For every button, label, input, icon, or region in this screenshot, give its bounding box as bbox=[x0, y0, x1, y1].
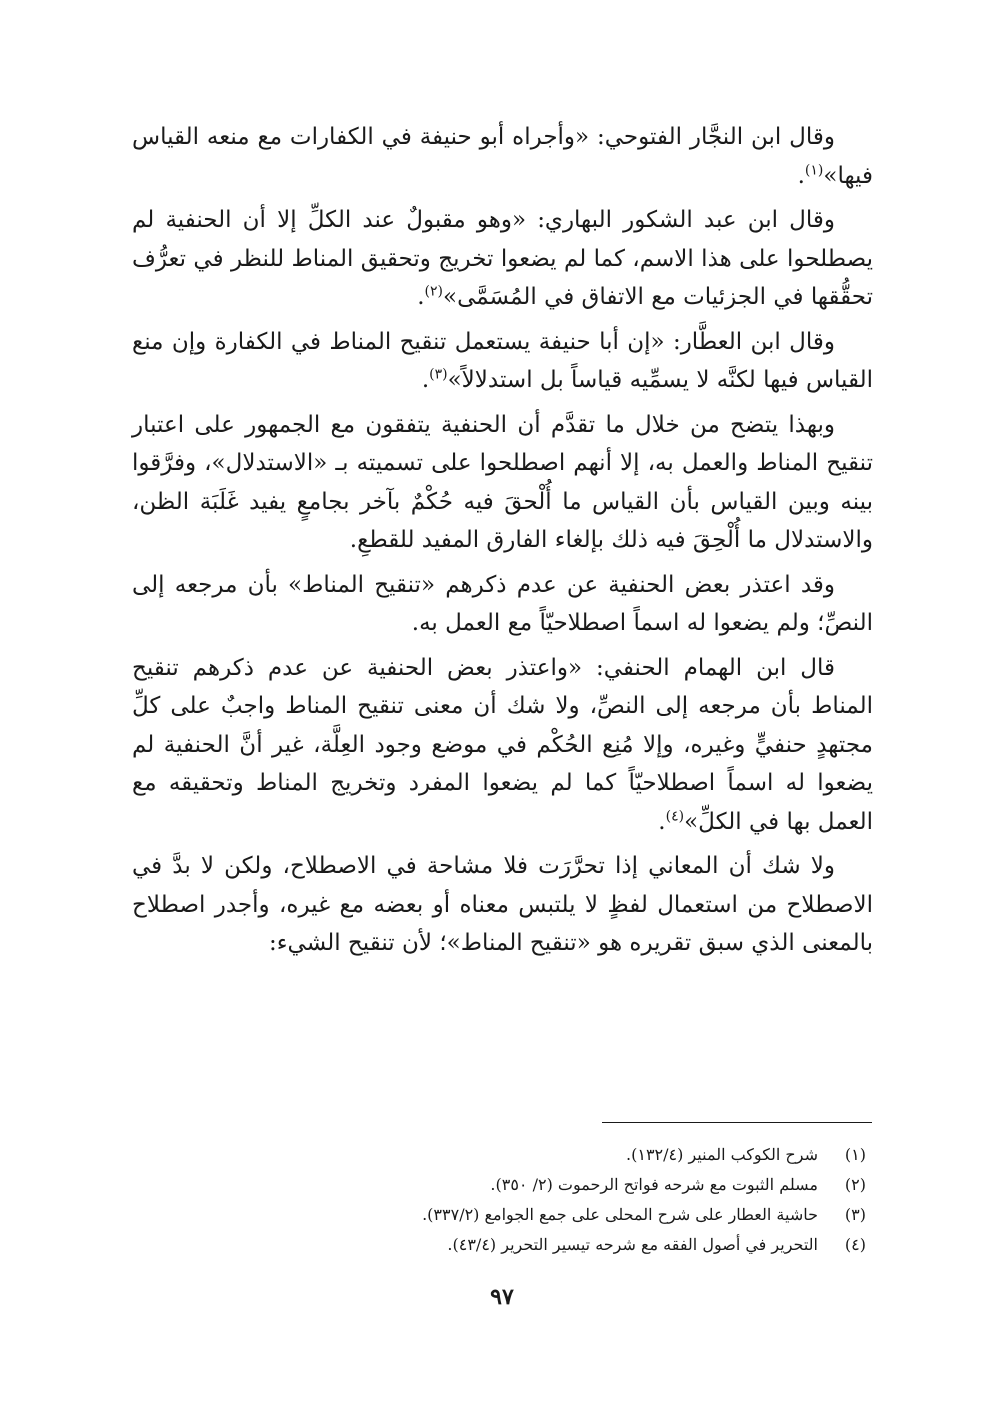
paragraph-3-text: وقال ابن العطَّار: «إن أبا حنيفة يستعمل تنقيح المناط في الكفارة وإن منع القياس فيها لكنَّه لا يسمِّيه قياساً بل استدلالاً» bbox=[132, 328, 873, 393]
paragraph-6 bbox=[132, 649, 873, 842]
paragraph-6-text: قال ابن الهمام الحنفي: «واعتذر بعض الحنفية عن عدم ذكرهم تنقيح المناط بأن مرجعه إلى النصِّ، ولا شك أن معنى تنقيح المناط واجبٌ على كلِّ مجتهدٍ حنفيٍّ وغيره، وإلا مُنِع الحُكْم في موضع وجود العِلَّة، غير أنَّ الحنفية لم يضعوا له اسماً اصطلاحيّاً كما لم يضعوا المفرد وتخريج المناط وتحقيقه مع العمل بها في الكلِّ» bbox=[132, 654, 873, 835]
footnote-4-text: التحرير في أصول الفقه مع شرحه تيسير التحرير (٤٣/٤). bbox=[447, 1235, 818, 1254]
footnote-1 bbox=[131, 1140, 872, 1170]
paragraph-4 bbox=[132, 406, 873, 560]
paragraph-1-text: وقال ابن النجَّار الفتوحي: «وأجراه أبو حنيفة في الكفارات مع منعه القياس فيها» bbox=[132, 124, 873, 189]
paragraph-7-text: ولا شك أن المعاني إذا تحرَّرَت فلا مشاحة في الاصطلاح، ولكن لا بدَّ في الاصطلاح من استعمال لفظٍ لا يلتبس معناه أو بعضه مع غيره، وأجدر اصطلاح بالمعنى الذي سبق تقريره هو «تنقيح المناط»؛ لأن تنقيح الشيء: bbox=[132, 853, 873, 956]
footnote-1-number: (١) bbox=[844, 1145, 866, 1164]
paragraph-5 bbox=[132, 566, 873, 643]
footnote-2-number: (٢) bbox=[844, 1175, 866, 1194]
paragraph-1-tail: . bbox=[797, 162, 805, 189]
footnote-ref-1: (١) bbox=[804, 161, 824, 178]
main-text bbox=[132, 118, 873, 969]
footnote-3 bbox=[131, 1200, 872, 1230]
footnotes-list bbox=[131, 1140, 872, 1260]
paragraph-2 bbox=[132, 201, 873, 317]
footnote-ref-4: (٤) bbox=[665, 807, 685, 824]
footnote-2-text: مسلم الثبوت مع شرحه فواتح الرحموت (٢/ ٣٥٠). bbox=[490, 1175, 818, 1194]
paragraph-4-tail: . bbox=[349, 527, 358, 553]
paragraph-4-text: وبهذا يتضح من خلال ما تقدَّم أن الحنفية يتفقون مع الجمهور على اعتبار تنقيح المناط والعمل به، إلا أنهم اصطلحوا على تسميته بـ «الاستدلال»، وفرَّقوا بينه وبين القياس بأن القياس ما أُلْحقَ فيه حُكْمٌ بآخر بجامعٍ يفيد غَلَبَة الظن، والاستدلال ما أُلْحِقَ فيه ذلك بإلغاء الفارق المفيد للقطعِ bbox=[132, 411, 873, 553]
footnote-3-number: (٣) bbox=[844, 1205, 866, 1224]
paragraph-3 bbox=[132, 323, 873, 400]
paragraph-2-text: وقال ابن عبد الشكور البهاري: «وهو مقبولٌ عند الكلِّ إلا أن الحنفية لم يصطلحوا على هذا الاسم، كما لم يضعوا تخريج وتحقيق المناط للنظر في تعرُّف تحقُّقها في الجزئيات مع الاتفاق في المُسَمَّى» bbox=[132, 207, 873, 310]
page-number: ٩٧ bbox=[490, 1284, 514, 1310]
paragraph-3-tail: . bbox=[421, 367, 430, 393]
footnote-2 bbox=[131, 1170, 872, 1200]
paragraph-6-tail: . bbox=[658, 808, 666, 835]
paragraph-1 bbox=[132, 118, 873, 195]
paragraph-2-tail: . bbox=[417, 284, 425, 310]
footnote-ref-2: (٢) bbox=[424, 283, 444, 300]
footnote-4-number: (٤) bbox=[844, 1235, 866, 1254]
footnote-1-text: شرح الكوكب المنير (١٣٢/٤). bbox=[626, 1145, 818, 1164]
footnote-divider bbox=[602, 1122, 872, 1123]
footnote-ref-3: (٣) bbox=[429, 366, 448, 383]
footnote-3-text: حاشية العطار على شرح المحلى على جمع الجوامع (٣٣٧/٢). bbox=[422, 1205, 818, 1224]
footnote-4 bbox=[131, 1230, 872, 1260]
paragraph-5-tail: . bbox=[411, 610, 420, 636]
paragraph-7 bbox=[132, 847, 873, 963]
paragraph-5-text: وقد اعتذر بعض الحنفية عن عدم ذكرهم «تنقيح المناط» بأن مرجعه إلى النصِّ؛ ولم يضعوا له اسماً اصطلاحيّاً مع العمل به bbox=[132, 571, 873, 636]
